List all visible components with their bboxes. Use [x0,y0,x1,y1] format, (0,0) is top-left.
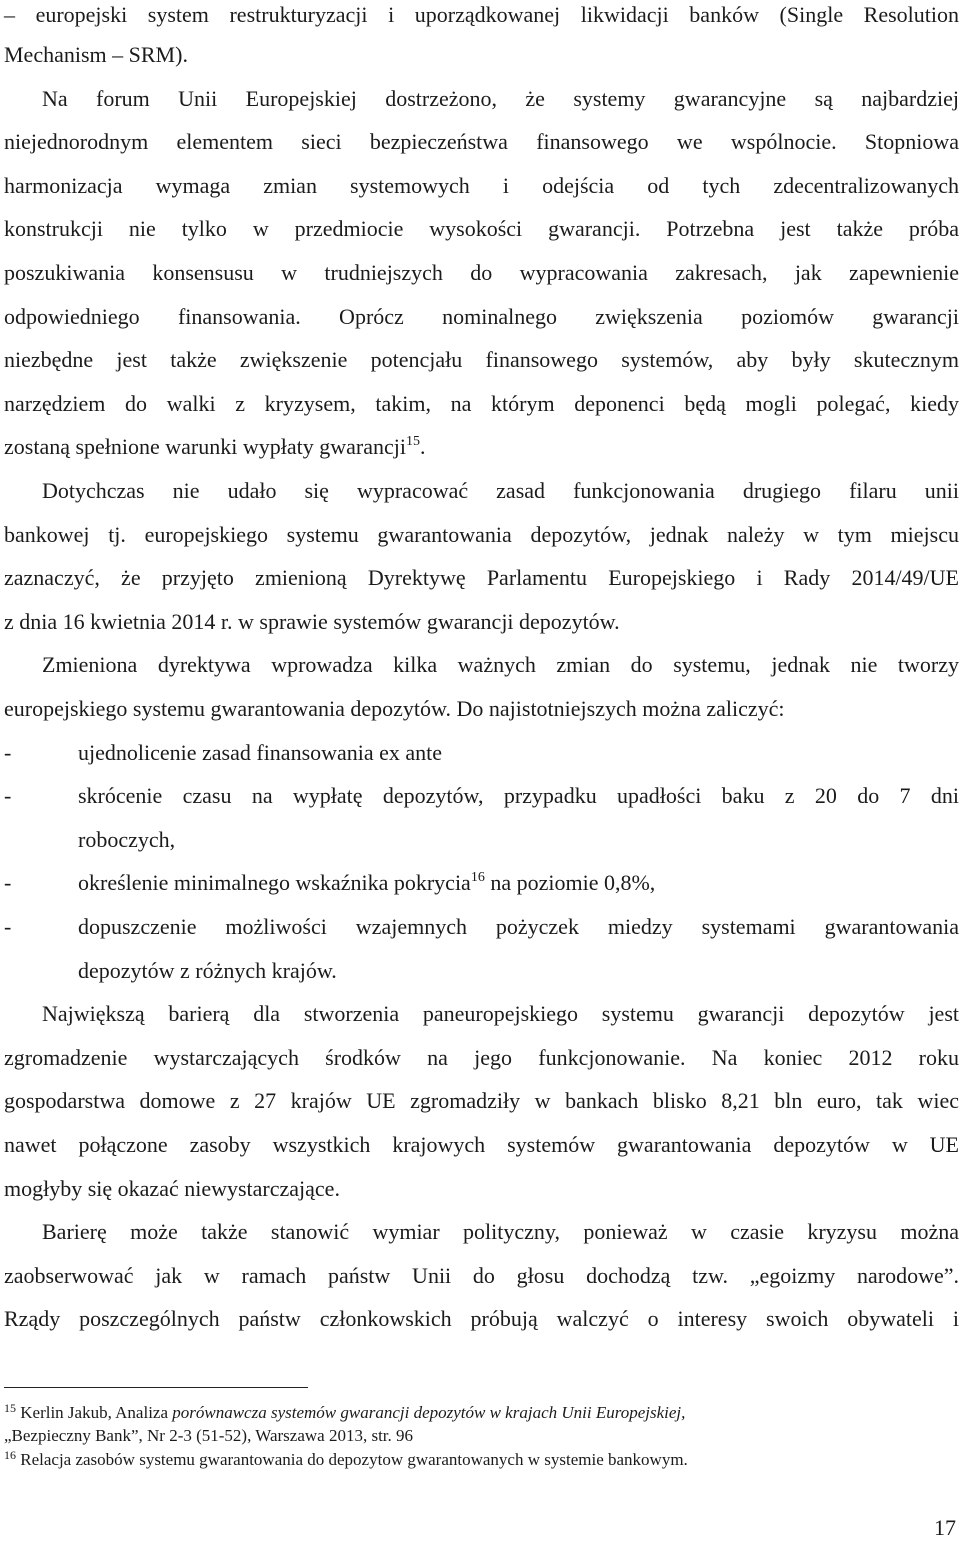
footnote-ref-15: 15 [405,434,420,449]
footnote-text: Kerlin Jakub, Analiza [16,1403,173,1422]
list-dash: - [4,870,12,895]
footnote-text: Relacja zasobów systemu gwarantowania do depozytow gwarantowanych w systemie bankowym. [16,1450,688,1469]
list-item: ujednolicenie zasad finansowania ex ante [78,740,443,765]
paragraph-first-line: Barierę może także stanowić wymiar polityczny, ponieważ w czasie kryzysu można [42,1219,959,1244]
text-line: zaznaczyć, że przyjęto zmienioną Dyrektywę Parlamentu Europejskiego i Rady 2014/49/UE [4,565,959,590]
list-item: dopuszczenie możliwości wzajemnych pożyczek miedzy systemami gwarantowania [78,914,959,939]
footnote-15 [4,1402,959,1425]
list-dash: - [4,740,12,765]
text-line: – europejski system restrukturyzacji i uporządkowanej likwidacji banków (Single Resolution [4,2,959,27]
text-line: odpowiedniego finansowania. Oprócz nominalnego zwiększenia poziomów gwarancji [4,304,959,329]
paragraph-first-line: Na forum Unii Europejskiej dostrzeżono, że systemy gwarancyjne są najbardziej [42,86,959,111]
text-line: narzędziem do walki z kryzysem, takim, na którym deponenci będą mogli polegać, kiedy [4,391,959,416]
text-line: poszukiwania konsensusu w trudniejszych do wypracowania zakresach, jak zapewnienie [4,260,959,285]
text-line: zgromadzenie wystarczających środków na jego funkcjonowanie. Na koniec 2012 roku [4,1045,959,1070]
text-fragment: określenie minimalnego wskaźnika pokrycia [78,870,471,895]
footnote-number: 15 [4,1401,16,1415]
footnote-separator [4,1387,308,1388]
text-line: konstrukcji nie tylko w przedmiocie wysokości gwarancji. Potrzebna jest także próba [4,216,959,241]
text-line: mogłyby się okazać niewystarczające. [4,1176,340,1201]
footnote-15-line2: „Bezpieczny Bank”, Nr 2-3 (51-52), Warszawa 2013, str. 96 [4,1426,414,1445]
text-fragment: na poziomie 0,8%, [484,870,656,895]
list-item: skrócenie czasu na wypłatę depozytów, przypadku upadłości baku z 20 do 7 dni [78,783,959,808]
footnote-16 [4,1449,959,1472]
text-line: Mechanism – SRM). [4,42,188,67]
text-line [4,432,959,462]
text-line: gospodarstwa domowe z 27 krajów UE zgromadziły w bankach blisko 8,21 bln euro, tak wiec [4,1088,959,1113]
text-line: niejednorodnym elementem sieci bezpieczeństwa finansowego we wspólnocie. Stopniowa [4,129,959,154]
text-line: Rządy poszczególnych państw członkowskich próbują walczyć o interesy swoich obywateli i [4,1306,959,1331]
list-item [78,868,959,898]
list-item-continuation: depozytów z różnych krajów. [78,958,337,983]
text-line: europejskiego systemu gwarantowania depozytów. Do najistotniejszych można zaliczyć: [4,696,785,721]
footnote-number: 16 [4,1448,16,1462]
paragraph-first-line: Dotychczas nie udało się wypracować zasad funkcjonowania drugiego filaru unii [42,478,959,503]
footnote-ref-16: 16 [470,870,485,885]
paragraph-first-line: Zmieniona dyrektywa wprowadza kilka ważnych zmian do systemu, jednak nie tworzy [42,652,959,677]
text-fragment: . [419,434,426,459]
text-line: niezbędne jest także zwiększenie potencjału finansowego systemów, aby były skutecznym [4,347,959,372]
paragraph-first-line: Największą barierą dla stworzenia paneuropejskiego systemu gwarancji depozytów jest [42,1001,959,1026]
text-line: nawet połączone zasoby wszystkich krajowych systemów gwarantowania depozytów w UE [4,1132,959,1157]
text-line: z dnia 16 kwietnia 2014 r. w sprawie systemów gwarancji depozytów. [4,609,620,634]
text-fragment: zostaną spełnione warunki wypłaty gwarancji [4,434,406,459]
page-number: 17 [934,1515,956,1540]
text-line: harmonizacja wymaga zmian systemowych i odejścia od tych zdecentralizowanych [4,173,959,198]
text-line: bankowej tj. europejskiego systemu gwarantowania depozytów, jednak należy w tym miejscu [4,522,959,547]
list-item-continuation: roboczych, [78,827,176,852]
footnote-title: porównawcza systemów gwarancji depozytów w krajach Unii Europejskiej, [172,1403,686,1422]
text-line: zaobserwować jak w ramach państw Unii do głosu dochodzą tzw. „egoizmy narodowe”. [4,1263,959,1288]
list-dash: - [4,783,12,808]
list-dash: - [4,914,12,939]
